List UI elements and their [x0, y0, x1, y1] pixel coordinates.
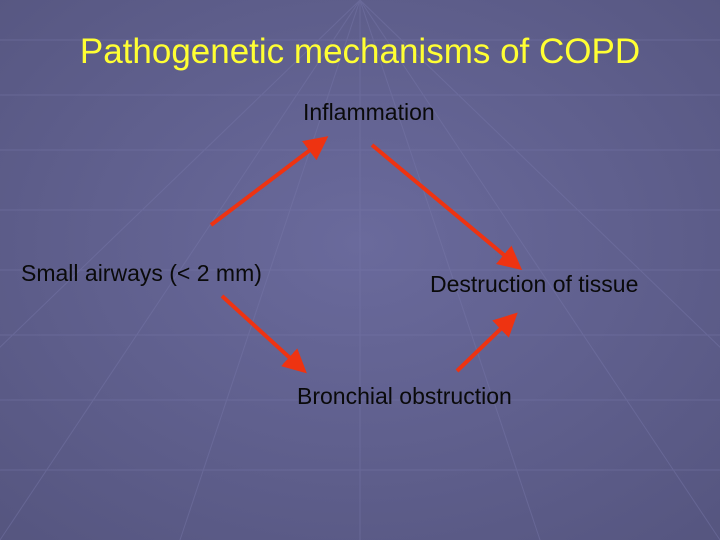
arrow-inflammation-to-destruction	[372, 145, 516, 265]
slide-title: Pathogenetic mechanisms of COPD	[79, 32, 641, 71]
arrow-small-airways-to-bronchial-obstruction	[222, 296, 301, 368]
node-destruction-of-tissue: Destruction of tissue	[430, 271, 639, 297]
arrow-small-airways-to-inflammation	[211, 141, 322, 225]
node-bronchial-obstruction: Bronchial obstruction	[297, 383, 512, 409]
node-small-airways: Small airways (< 2 mm)	[21, 260, 262, 286]
node-inflammation: Inflammation	[303, 99, 435, 125]
arrow-bronchial-obstruction-to-destruction	[457, 318, 512, 371]
